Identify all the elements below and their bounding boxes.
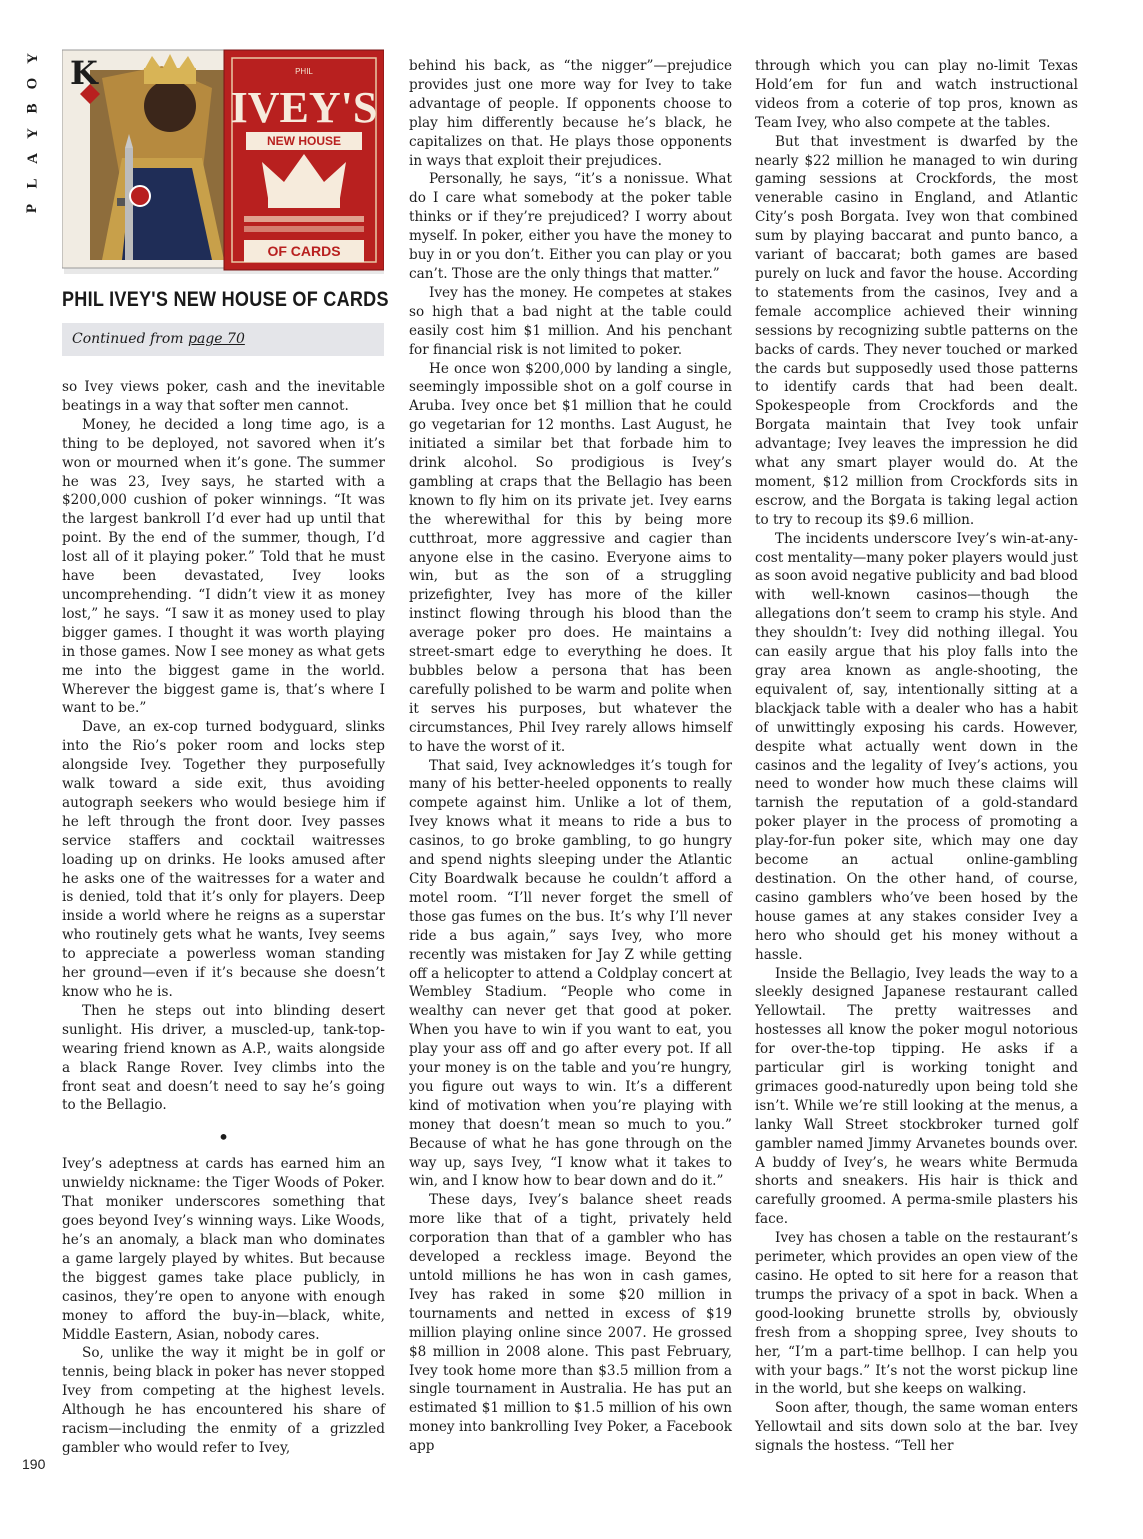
paragraph: so Ivey views poker, cash and the inevitable beatings in a way that softer men cannot. [62, 379, 385, 414]
column-1 [62, 378, 385, 1458]
paragraph: These days, Ivey’s balance sheet reads more like that of a tight, privately held corporation than that of a gambler who has developed a reckless image. Beyond the untold millions he has won in cash games, Ivey has raked in some $20 million in tournaments and netted in excess of $19 million playing online since 2007. He grossed $8 million in 2008 alone. This past February, Ivey took home more than $3.5 million from a single tournament in Australia. He has put an estimated $1 million to $1.5 million of his own money into bankrolling Ivey Poker, a Facebook app [409, 1192, 732, 1455]
magazine-name-vertical [22, 46, 44, 221]
paragraph: Inside the Bellagio, Ivey leads the way to a sleekly designed Japanese restaurant called Yellowtail. The pretty waitresses and hostesses all know the poker mogul notorious for over-the-top tipping. He asks if a particular girl is working tonight and grimaces good-naturedly upon being told she isn’t. While we’re still looking at the menus, a lanky Wall Street stockbroker turned golf gambler named Jimmy Arvanetes bounds over. A buddy of Ivey’s, he wears white Bermuda shorts and sneakers. His hair is thick and carefully groomed. A perma-smile plasters his face. [755, 965, 1078, 1228]
mag-letter: P [24, 203, 41, 214]
playing-card-box-illustration [62, 48, 384, 276]
paragraph: Then he steps out into blinding desert sunlight. His driver, a muscled-up, tank-top-wearing friend known as A.P., waits alongside a black Range Rover. Ivey climbs into the front seat and doesn’t need to say he’s going to the Bellagio. [62, 1002, 385, 1114]
paragraph: Personally, he says, “it’s a nonissue. What do I care what somebody at the poker table thinks or if they’re prejudiced? I worry about myself. In poker, either you have the money to buy in or you don’t. Either you can play or you can’t. Those are the only things that matter.” [409, 171, 732, 282]
box-bottom-text: OF CARDS [267, 243, 341, 259]
mag-letter: O [24, 77, 41, 90]
paragraph: Money, he decided a long time ago, is a thing to be deployed, not savored when it’s won or mourned when it’s gone. The summer he was 23, Ivey says, he started with a $200,000 cushion of poker winnings. “It was the largest bankroll I’d ever had up until that point. By the end of the summer, though, I’d lost all of it playing poker.” Told that he must have been devastated, Ivey looks uncomprehending. “I didn’t view it as money lost,” he says. “I saw it as money used to play bigger games. I thought it was worth playing in those games. Now I see money as what gets me into the biggest game in the world. Wherever the biggest game is, that’s where I want to be.” [62, 416, 385, 717]
paragraph: He once won $200,000 by landing a single, seemingly impossible shot on a golf course in Aruba. Ivey once bet $1 million that he could go vegetarian for 12 months. Last August, he initiated a similar bet that forbade him to drink alcohol. So prodigious is Ivey’s gambling at craps that the Bellagio has been known to fly him on its private jet. Ivey earns the wherewithal for this by being more cutthroat, more aggressive and cagier than anyone else in the casino. Everyone aims to win, but as the son of a struggling prizefighter, Ivey has more of the killer instinct flowing through his blood than the average poker pro does. He maintains a street-smart edge to everything he does. It bubbles below a persona that has been carefully polished to be warm and polite when it serves his purposes, but whatever the circumstances, Phil Ivey rarely allows himself to have the worst of it. [409, 360, 732, 755]
page-number: 190 [22, 1456, 46, 1472]
mag-letter: A [24, 153, 41, 164]
paragraph: through which you can play no-limit Texas Hold’em for fun and watch instructional videos from a coterie of top pros, known as Team Ivey, who also compete at the tables. [755, 58, 1078, 131]
paragraph: That said, Ivey acknowledges it’s tough for many of his better-heeled opponents to really compete against him. Unlike a lot of them, Ivey knows what it means to ride a bus to casinos, to go broke gambling, to go hungry and spend nights sleeping under the Atlantic City Boardwalk because he couldn’t afford a motel room. “I’ll never forget the smell of those gas fumes on the bus. It’s why I’ll never ride a bus again,” says Ivey, who more recently was mistaken for Jay Z while getting off a helicopter to attend a Coldplay concert at Wembley Stadium. “People who come in wealthy can never get that good at poker. When you have to win if you want to eat, you play your ass off and go after every pot. If all your money is on the table and you’re hungry, you figure out ways to win. It’s a different kind of motivation when you’re playing with money that doesn’t mean so much to you.” Because of what he has gone through on the way up, says Ivey, “I know what it takes to win, and I know how to bear down and do it.” [409, 757, 733, 1190]
mag-letter: B [24, 103, 41, 114]
paragraph: Soon after, though, the same woman enters Yellowtail and sits down solo at the bar. Ivey signals the hostess. “Tell her [755, 1400, 1078, 1455]
article-artwork [62, 48, 384, 276]
article-headline: PHIL IVEY'S NEW HOUSE OF CARDS [62, 288, 389, 311]
paragraph: Dave, an ex-cop turned bodyguard, slinks into the Rio’s poker room and locks step alongside Ivey. Together they purposefully walk toward a side exit, thus avoiding autograph seekers who would besiege him if he left through the front door. Ivey passes service staffers and cocktail waitresses loading up on drinks. He looks amused after he asks one of the waitresses for a water and is denied, told that it’s only for players. Deep inside a world where he reigns as a superstar who routinely gets what he wants, Ivey seems to appreciate a powerless woman standing her ground—even if it’s because she doesn’t know who he is. [62, 719, 385, 1000]
mag-letter: L [24, 178, 41, 189]
box-top-text: PHIL [295, 67, 313, 76]
box-title: IVEY'S [230, 83, 378, 132]
paragraph: But that investment is dwarfed by the nearly $22 million he managed to win during gaming sessions at Crockfords, the most venerable casino in England, and Atlantic City’s posh Borgata. Ivey won that combined sum by playing baccarat and punto banco, a variant of baccarat; both games are based purely on luck and favor the house. According to statements from the casinos, Ivey and a female accomplice achieved their winning sessions by recognizing subtle patterns on the backs of cards. They never touched or marked the cards but supposedly used those patterns to identify cards that had been dealt. Spokespeople from Crockfords and the Borgata maintain that Ivey took unfair advantage; Ivey leaves the impression he did what any smart player would do. At the moment, $12 million from Crockfords sits in escrow, and the Borgata is taking legal action to try to recoup its $9.6 million. [755, 133, 1078, 528]
king-card [62, 50, 224, 268]
continued-page-link[interactable]: page 70 [188, 331, 245, 347]
paragraph: So, unlike the way it might be in golf or tennis, being black in poker has never stopped Ivey from competing at the highest levels. Although he has encountered his share of racism—including the enmity of a grizzled gambler who would refer to Ivey, [62, 1345, 385, 1456]
column-2 [409, 57, 732, 1456]
paragraph: behind his back, as “the nigger”—prejudice provides just one more way for Ivey to take advantage of people. If opponents choose to play him differently because he’s black, he capitalizes on that. He plays those opponents in ways that exploit their prejudices. [409, 58, 732, 169]
mag-letter: Y [24, 53, 41, 64]
continued-prefix: Continued from [72, 331, 189, 347]
card-rank: K [70, 54, 98, 92]
paragraph: The incidents underscore Ivey’s win-at-any-cost mentality—many poker players would just as soon avoid negative publicity and bad blood with well-known casinos—though the allegations don’t seem to cramp his style. And they shouldn’t: Ivey did nothing illegal. You can easily argue that his ploy falls into the gray area known as angle-shooting, the equivalent of, say, intentionally sitting at a blackjack table with a dealer who has a habit of unwittingly exposing his cards. However, despite what actually went down in the casinos and the legality of Ivey’s actions, you need to wonder how much these claims will tarnish the reputation of a gold-standard poker player in the process of promoting a play-for-fun poker site, which may one day become an actual online-gambling destination. On the other hand, of course, casino gamblers who’ve been hosed by the house games at any stakes consider Ivey a hero who should get his money without a hassle. [755, 530, 1079, 963]
box-banner: NEW HOUSE [266, 134, 342, 148]
column-3 [755, 57, 1078, 1456]
continued-from-box [62, 323, 384, 356]
paragraph: Ivey has chosen a table on the restaurant’s perimeter, which provides an open view of the casino. He opted to sit here for a reason that trumps the privacy of a spot in back. When a good-looking brunette strolls by, obviously fresh from a shopping spree, Ivey shouts to her, “I’m a part-time bellhop. I can help you with your bags.” It’s not the worst pickup line in the world, but she keeps on walking. [755, 1230, 1078, 1398]
mag-letter: Y [24, 128, 41, 139]
paragraph: Ivey has the money. He competes at stakes so high that a bad night at the table could easily cost him $1 million. And his penchant for financial risk is not limited to poker. [409, 284, 732, 358]
card-box [224, 50, 384, 270]
paragraph: Ivey’s adeptness at cards has earned him an unwieldy nickname: the Tiger Woods of Poker. That moniker underscores something that goes beyond Ivey’s winning ways. Like Woods, he’s an anomaly, a black man who dominates a game largely played by whites. But because the biggest games take place publicly, in casinos, they’re open to anyone with enough money to afford the buy-in—black, white, Middle Eastern, Asian, nobody cares. [62, 1156, 385, 1343]
section-break-bullet: • [217, 1125, 230, 1150]
